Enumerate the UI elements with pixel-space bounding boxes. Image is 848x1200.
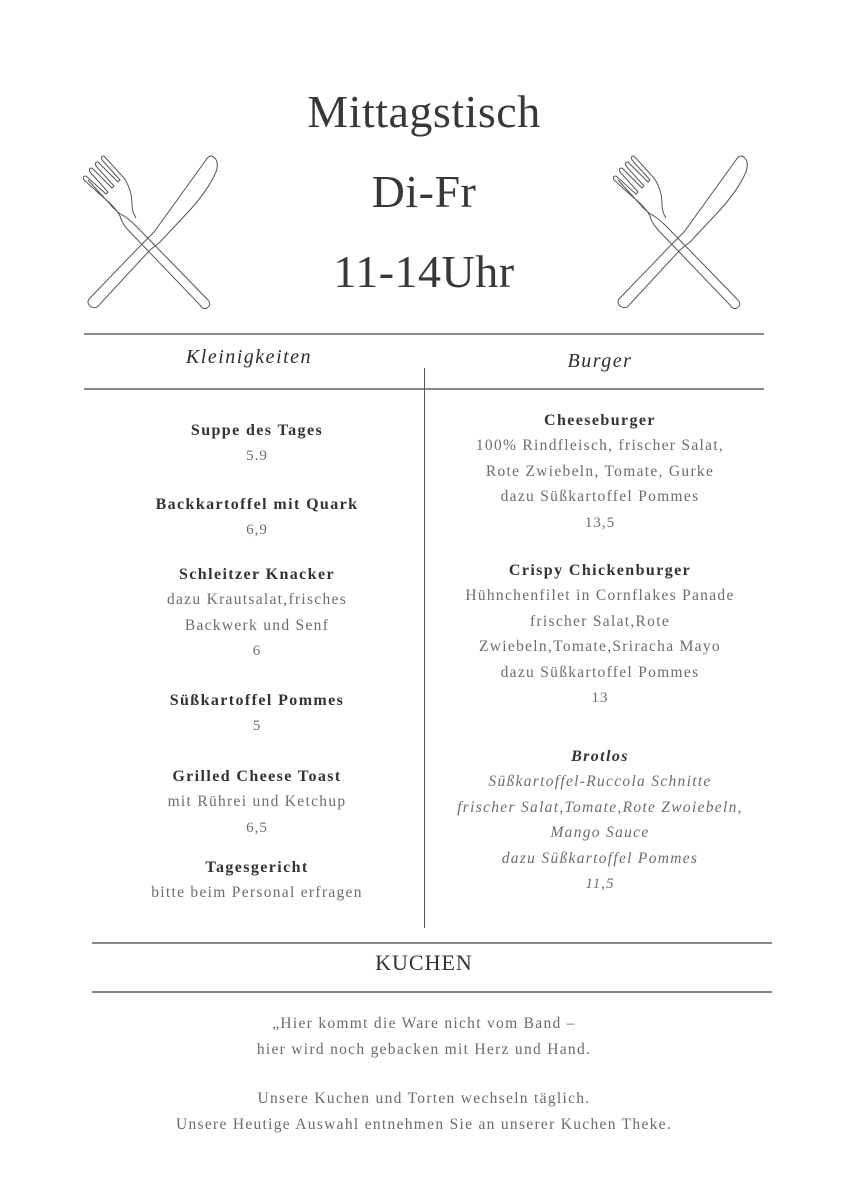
info-line: Unsere Heutige Auswahl entnehmen Sie an unserer Kuchen Theke. — [175, 1115, 673, 1133]
item-price: 6,9 — [246, 522, 268, 538]
item-desc: Rote Zwiebeln, Tomate, Gurke — [485, 462, 715, 480]
item-name: Schleitzer Knacker — [179, 566, 335, 583]
title-line-days: Di-Fr — [371, 166, 477, 217]
title-line-1: Mittagstisch — [307, 86, 541, 137]
kuchen-bottom-divider — [92, 991, 772, 993]
item-desc: dazu Süßkartoffel Pommes — [500, 663, 700, 681]
item-name: Cheeseburger — [544, 412, 656, 429]
item-desc: Zwiebeln,Tomate,Sriracha Mayo — [479, 638, 721, 655]
item-name: Brotlos — [571, 748, 629, 765]
item-desc: frischer Salat,Rote — [529, 612, 671, 630]
item-price: 13,5 — [584, 514, 616, 531]
kuchen-quote — [0, 1011, 848, 1062]
item-desc: frischer Salat,Tomate,Rote Zwoiebeln, — [457, 798, 743, 816]
item-name: Crispy Chickenburger — [508, 562, 692, 579]
menu-item — [432, 408, 768, 558]
menu-item — [432, 744, 768, 897]
item-name: Tagesgericht — [205, 859, 309, 876]
item-desc: Backwerk und Senf — [184, 616, 330, 634]
kuchen-title: KUCHEN — [375, 950, 473, 975]
menu-column-kleinigkeiten — [96, 418, 418, 906]
item-name: Suppe des Tages — [190, 422, 324, 439]
quote-line: hier wird noch gebacken mit Herz und Hand. — [256, 1040, 592, 1058]
menu-item — [96, 492, 418, 562]
title-line-hours: 11-14Uhr — [333, 246, 515, 297]
item-price: 6,5 — [246, 819, 268, 836]
fork-knife-crossed-icon — [80, 150, 220, 310]
kuchen-info — [0, 1086, 848, 1137]
item-desc: Mango Sauce — [550, 824, 650, 841]
item-name: Grilled Cheese Toast — [172, 768, 342, 785]
item-desc: Hühnchenfilet in Cornflakes Panade — [465, 587, 735, 604]
item-desc: Süßkartoffel-Ruccola Schnitte — [488, 773, 712, 790]
item-price: 5 — [252, 718, 262, 734]
column-divider — [424, 368, 425, 928]
quote-line: „Hier kommt die Ware nicht vom Band – — [272, 1015, 576, 1032]
column-heading-burger: Burger — [567, 350, 633, 372]
info-line: Unsere Kuchen und Torten wechseln täglich. — [257, 1090, 591, 1107]
menu-item — [432, 558, 768, 744]
item-desc: bitte beim Personal erfragen — [151, 884, 363, 901]
menu-item — [96, 688, 418, 764]
item-desc: dazu Krautsalat,frisches — [166, 591, 348, 608]
fork-knife-crossed-icon — [610, 150, 750, 310]
item-price: 13 — [591, 690, 609, 706]
item-price: 5.9 — [246, 448, 268, 464]
item-price: 6 — [252, 643, 262, 659]
top-divider — [84, 333, 764, 335]
menu-item — [96, 855, 418, 906]
column-heading-kleinigkeiten: Kleinigkeiten — [185, 346, 313, 368]
item-desc: mit Rührei und Ketchup — [167, 793, 347, 810]
menu-column-burger — [432, 408, 768, 897]
menu-item — [96, 764, 418, 855]
item-name: Backkartoffel mit Quark — [155, 496, 359, 513]
item-price: 11,5 — [585, 876, 615, 892]
item-name: Süßkartoffel Pommes — [169, 692, 345, 709]
item-desc: 100% Rindfleisch, frischer Salat, — [475, 437, 725, 454]
menu-item — [96, 562, 418, 688]
item-desc: dazu Süßkartoffel Pommes — [501, 849, 699, 867]
item-desc: dazu Süßkartoffel Pommes — [500, 488, 700, 505]
menu-item — [96, 418, 418, 492]
kuchen-top-divider — [92, 942, 772, 944]
